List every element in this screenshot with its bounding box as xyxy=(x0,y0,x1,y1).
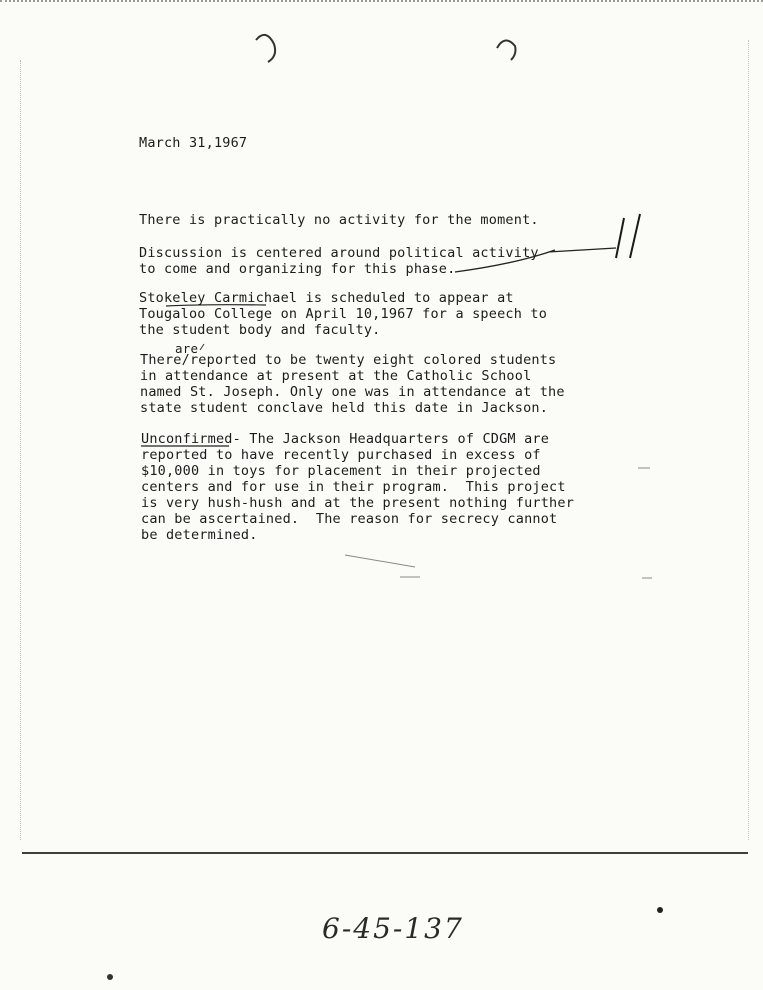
document-date: March 31,1967 xyxy=(139,135,248,151)
text-line: reported to have recently purchased in excess of xyxy=(141,447,541,463)
text-line: - The Jackson Headquarters of CDGM are xyxy=(232,431,550,447)
text-line: named St. Joseph. Only one was in attendance at the xyxy=(140,384,565,400)
paragraph-carmichael xyxy=(139,290,547,338)
handwritten-insert: are xyxy=(175,341,199,356)
unconfirmed-label: Unconfirmed xyxy=(141,431,233,447)
paragraph-unconfirmed xyxy=(141,431,574,543)
text-line: is very hush-hush and at the present nothing further xyxy=(141,495,575,511)
insert-caret xyxy=(200,344,204,350)
text-line: be determined. xyxy=(141,527,258,543)
text-line: There/reported to be twenty eight colored students xyxy=(140,352,557,368)
text-line: in attendance at present at the Catholic School xyxy=(140,368,532,384)
margin-mark xyxy=(612,206,661,246)
page-bottom-rule xyxy=(22,852,748,854)
text-line: to come and organizing for this phase. xyxy=(139,261,456,277)
text-line: the student body and faculty. xyxy=(139,322,381,338)
text-line: Tougaloo College on April 10,1967 for a speech to xyxy=(139,306,548,322)
punch-hole-left-icon xyxy=(256,35,275,62)
text-line: Discussion is centered around political activity xyxy=(139,245,539,261)
punch-hole-right-icon xyxy=(497,40,516,60)
text-line: can be ascertained. The reason for secrecy cannot xyxy=(141,511,558,527)
text-line: state student conclave held this date in Jackson. xyxy=(140,400,549,416)
paragraph-no-activity: There is practically no activity for the moment. xyxy=(139,212,539,228)
paragraph-discussion xyxy=(139,245,539,277)
paragraph-students xyxy=(140,352,565,416)
text-line: Stokeley Carmichael is scheduled to appear at xyxy=(139,290,514,306)
text-line: centers and for use in their program. This project xyxy=(141,479,566,495)
file-number: 6-45-137 xyxy=(322,912,464,945)
text-line: $10,000 in toys for placement in their projected xyxy=(141,463,541,479)
